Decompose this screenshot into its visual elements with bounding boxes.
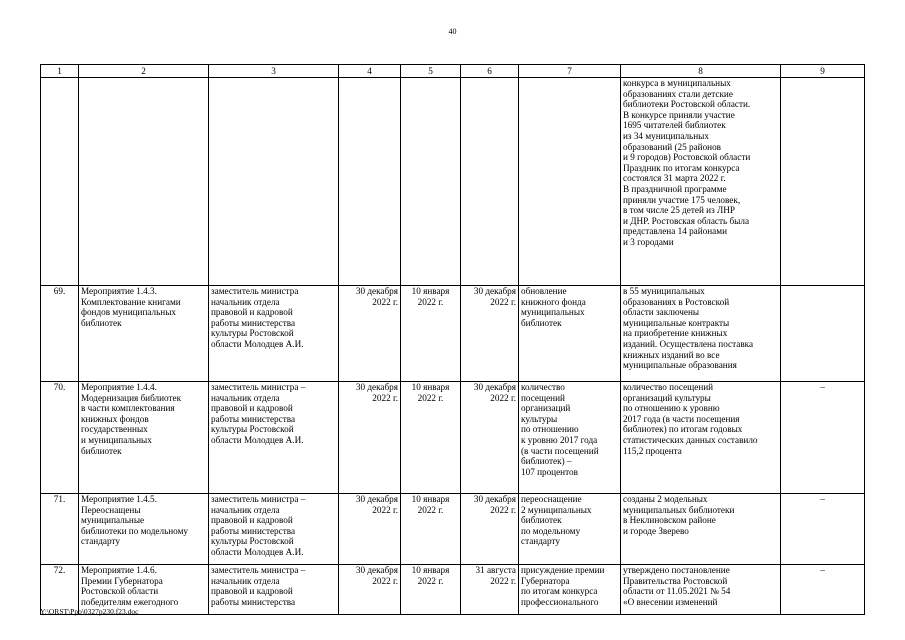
plan-date-cell bbox=[339, 78, 401, 286]
column-header: 5 bbox=[401, 65, 461, 78]
row-number-cell: 72. bbox=[41, 565, 79, 615]
indicator-cell bbox=[519, 78, 621, 286]
end-date-cell: 30 декабря 2022 г. bbox=[461, 494, 519, 565]
measure-cell bbox=[79, 78, 209, 286]
plan-date-cell: 30 декабря 2022 г. bbox=[339, 286, 401, 382]
indicator-cell: обновление книжного фонда муниципальных библиотек bbox=[519, 286, 621, 382]
result-cell: количество посещений организаций культуры по отношению к уровню 2017 года (в части посещения библиотек) по итогам годовых статистических данных составило 115,2 процента bbox=[621, 382, 781, 494]
end-date-cell bbox=[461, 78, 519, 286]
executor-cell bbox=[209, 78, 339, 286]
plan-date-cell: 30 декабря 2022 г. bbox=[339, 565, 401, 615]
executor-cell: заместитель министра – начальник отдела правовой и кадровой работы министерства культуры Ростовской области Молодцев А.И. bbox=[209, 494, 339, 565]
start-date-cell bbox=[401, 78, 461, 286]
table-row bbox=[41, 286, 865, 382]
result-cell: созданы 2 модельных муниципальных библиотеки в Неклиновском районе и городе Зверево bbox=[621, 494, 781, 565]
measure-cell: Мероприятие 1.4.3. Комплектование книгами фондов муниципальных библиотек bbox=[79, 286, 209, 382]
end-date-cell: 30 декабря 2022 г. bbox=[461, 382, 519, 494]
column-header: 8 bbox=[621, 65, 781, 78]
column-header: 3 bbox=[209, 65, 339, 78]
indicator-cell: количество посещений организаций культуры по отношению к уровню 2017 года (в части посещений библиотек) – 107 процентов bbox=[519, 382, 621, 494]
result-cell: утверждено постановление Правительства Ростовской области от 11.05.2021 № 54 «О внесении изменений bbox=[621, 565, 781, 615]
result-cell: в 55 муниципальных образованиях в Ростовской области заключены муниципальные контракты на приобретение книжных изданий. Осуществлена поставка книжных изданий во все муниципальные образования bbox=[621, 286, 781, 382]
table-row bbox=[41, 78, 865, 286]
row-number-cell: 71. bbox=[41, 494, 79, 565]
row-number-cell: 70. bbox=[41, 382, 79, 494]
executor-cell: заместитель министра начальник отдела правовой и кадровой работы министерства культуры Ростовской области Молодцев А.И. bbox=[209, 286, 339, 382]
executor-cell: заместитель министра – начальник отдела правовой и кадровой работы министерства bbox=[209, 565, 339, 615]
measure-cell: Мероприятие 1.4.4. Модернизация библиотек в части комплектования книжных фондов государственных и муниципальных библиотек bbox=[79, 382, 209, 494]
column-header: 6 bbox=[461, 65, 519, 78]
file-path-footer: Y:\ORST\Ppo\0327p230.f23.doc bbox=[40, 607, 139, 616]
table-row bbox=[41, 382, 865, 494]
column-header: 1 bbox=[41, 65, 79, 78]
start-date-cell: 10 января 2022 г. bbox=[401, 494, 461, 565]
report-table bbox=[40, 64, 865, 615]
result-cell: конкурса в муниципальных образованиях стали детские библиотеки Ростовской области. В конкурсе приняли участие 1695 читателей библиотек из 34 муниципальных образований (25 районов и 9 городов) Ростовской области Праздник по итогам конкурса состоялся 31 марта 2022 г. В праздничной программе приняли участие 175 человек, в том числе 25 детей из ЛНР и ДНР. Ростовская область была представлена 14 районами и 3 городами bbox=[621, 78, 781, 286]
indicator-cell: переоснащение 2 муниципальных библиотек по модельному стандарту bbox=[519, 494, 621, 565]
row-number-cell: 69. bbox=[41, 286, 79, 382]
table-row bbox=[41, 565, 865, 615]
table-row bbox=[41, 494, 865, 565]
start-date-cell: 10 января 2022 г. bbox=[401, 286, 461, 382]
measure-cell: Мероприятие 1.4.5. Переоснащены муниципальные библиотеки по модельному стандарту bbox=[79, 494, 209, 565]
plan-date-cell: 30 декабря 2022 г. bbox=[339, 494, 401, 565]
column-header: 9 bbox=[781, 65, 865, 78]
page-number: 40 bbox=[448, 27, 457, 36]
note-cell bbox=[781, 78, 865, 286]
measure-cell: Мероприятие 1.4.6. Премии Губернатора Ростовской области победителям ежегодного bbox=[79, 565, 209, 615]
end-date-cell: 30 декабря 2022 г. bbox=[461, 286, 519, 382]
column-header: 4 bbox=[339, 65, 401, 78]
column-number-header-row bbox=[41, 65, 865, 78]
note-cell bbox=[781, 286, 865, 382]
note-cell: – bbox=[781, 494, 865, 565]
plan-date-cell: 30 декабря 2022 г. bbox=[339, 382, 401, 494]
column-header: 7 bbox=[519, 65, 621, 78]
indicator-cell: присуждение премии Губернатора по итогам конкурса профессионального bbox=[519, 565, 621, 615]
row-number-cell bbox=[41, 78, 79, 286]
note-cell: – bbox=[781, 382, 865, 494]
end-date-cell: 31 августа 2022 г. bbox=[461, 565, 519, 615]
start-date-cell: 10 января 2022 г. bbox=[401, 565, 461, 615]
column-header: 2 bbox=[79, 65, 209, 78]
note-cell: – bbox=[781, 565, 865, 615]
executor-cell: заместитель министра – начальник отдела правовой и кадровой работы министерства культуры Ростовской области Молодцев А.И. bbox=[209, 382, 339, 494]
start-date-cell: 10 января 2022 г. bbox=[401, 382, 461, 494]
